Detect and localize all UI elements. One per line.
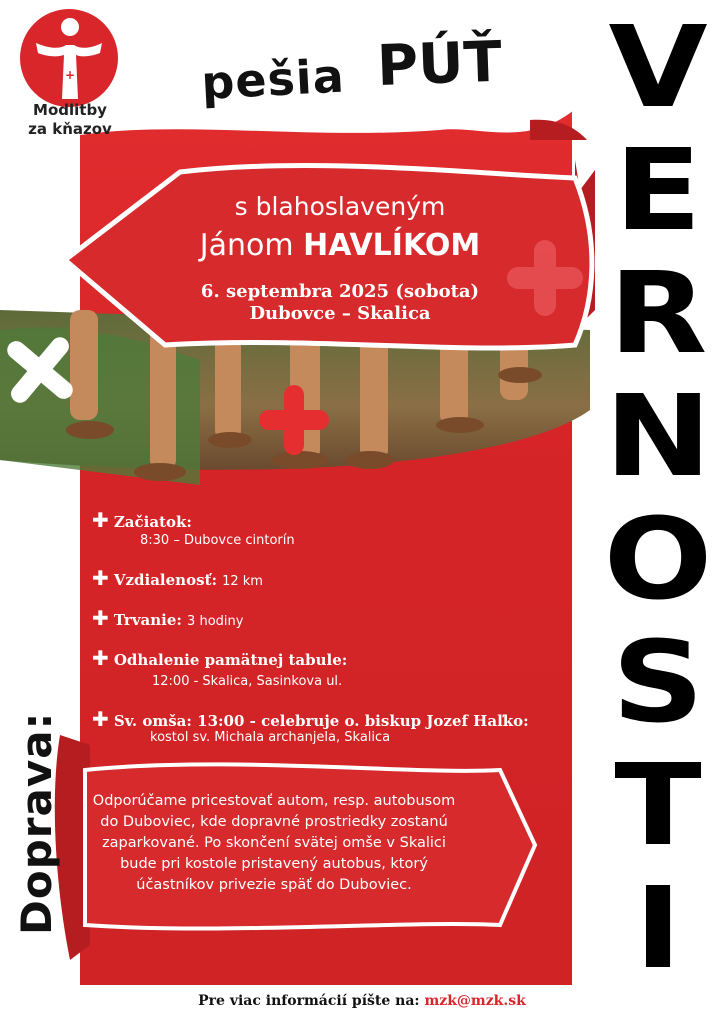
info-plaque-value: 12:00 - Skalica, Sasinkova ul. bbox=[152, 674, 343, 689]
side-letter: E bbox=[614, 125, 702, 257]
info-mass-value: kostol sv. Michala archanjela, Skalica bbox=[150, 730, 391, 745]
event-route: Dubovce – Skalica bbox=[249, 303, 431, 324]
title-pesia: pešia bbox=[200, 48, 346, 110]
info-distance-label: Vzdialenosť: bbox=[113, 571, 217, 589]
side-letter: I bbox=[634, 863, 682, 995]
side-letter: S bbox=[611, 617, 705, 749]
footer bbox=[0, 993, 724, 1009]
logo-circle bbox=[20, 9, 118, 107]
priest-cross-icon bbox=[20, 9, 118, 107]
info-duration bbox=[92, 606, 243, 630]
event-date: 6. septembra 2025 (sobota) bbox=[200, 281, 480, 302]
logo-text bbox=[0, 101, 140, 139]
plus-icon: ✚ bbox=[92, 707, 109, 731]
plus-icon: ✚ bbox=[92, 646, 109, 670]
info-plaque-label: Odhalenie pamätnej tabule: bbox=[113, 651, 348, 669]
side-letter: N bbox=[604, 371, 712, 503]
svg-text:+: + bbox=[44, 34, 55, 48]
subtitle-line1: s blahoslaveným bbox=[234, 192, 446, 221]
plus-icon: ✚ bbox=[92, 606, 109, 630]
side-letter: O bbox=[603, 494, 713, 626]
plus-icon: ✚ bbox=[92, 508, 109, 532]
side-letter: T bbox=[614, 740, 702, 872]
info-duration-label: Trvanie: bbox=[113, 611, 182, 629]
subtitle-name-bold: HAVLÍKOM bbox=[303, 228, 481, 263]
subtitle-name bbox=[150, 228, 530, 263]
info-duration-value: 3 hodiny bbox=[187, 614, 244, 629]
info-start-label: Začiatok: bbox=[113, 513, 192, 531]
logo-line1: Modlitby bbox=[33, 101, 107, 119]
info-start bbox=[92, 508, 192, 532]
transport-label: Doprava: bbox=[12, 711, 61, 935]
footer-text: Pre viac informácií píšte na: bbox=[198, 993, 420, 1009]
info-mass bbox=[92, 707, 529, 731]
info-plaque bbox=[92, 646, 347, 670]
footer-email[interactable]: mzk@mzk.sk bbox=[424, 993, 526, 1009]
plus-icon: ✚ bbox=[92, 566, 109, 590]
info-distance-value: 12 km bbox=[222, 574, 263, 589]
side-letter: R bbox=[608, 248, 708, 380]
subtitle-name-prefix: Jánom bbox=[199, 228, 294, 263]
title-put: PÚŤ bbox=[376, 29, 503, 99]
svg-text:+: + bbox=[65, 68, 76, 82]
info-mass-label: Sv. omša: 13:00 - celebruje o. biskup Jozef Haľko: bbox=[113, 712, 529, 730]
info-distance bbox=[92, 566, 263, 590]
side-letter: V bbox=[608, 2, 708, 134]
transport-text: Odporúčame pricestovať autom, resp. autobusom do Duboviec, kde dopravné prostriedky zostanú zaparkované. Po skončení svätej omše v Skalici bude pri kostole pristavený autobus, ktorý účastníkov privezie späť do Duboviec. bbox=[92, 793, 456, 893]
info-start-value: 8:30 – Dubovce cintorín bbox=[140, 533, 295, 548]
svg-text:+: + bbox=[88, 34, 99, 48]
logo-line2: za kňazov bbox=[28, 120, 112, 138]
